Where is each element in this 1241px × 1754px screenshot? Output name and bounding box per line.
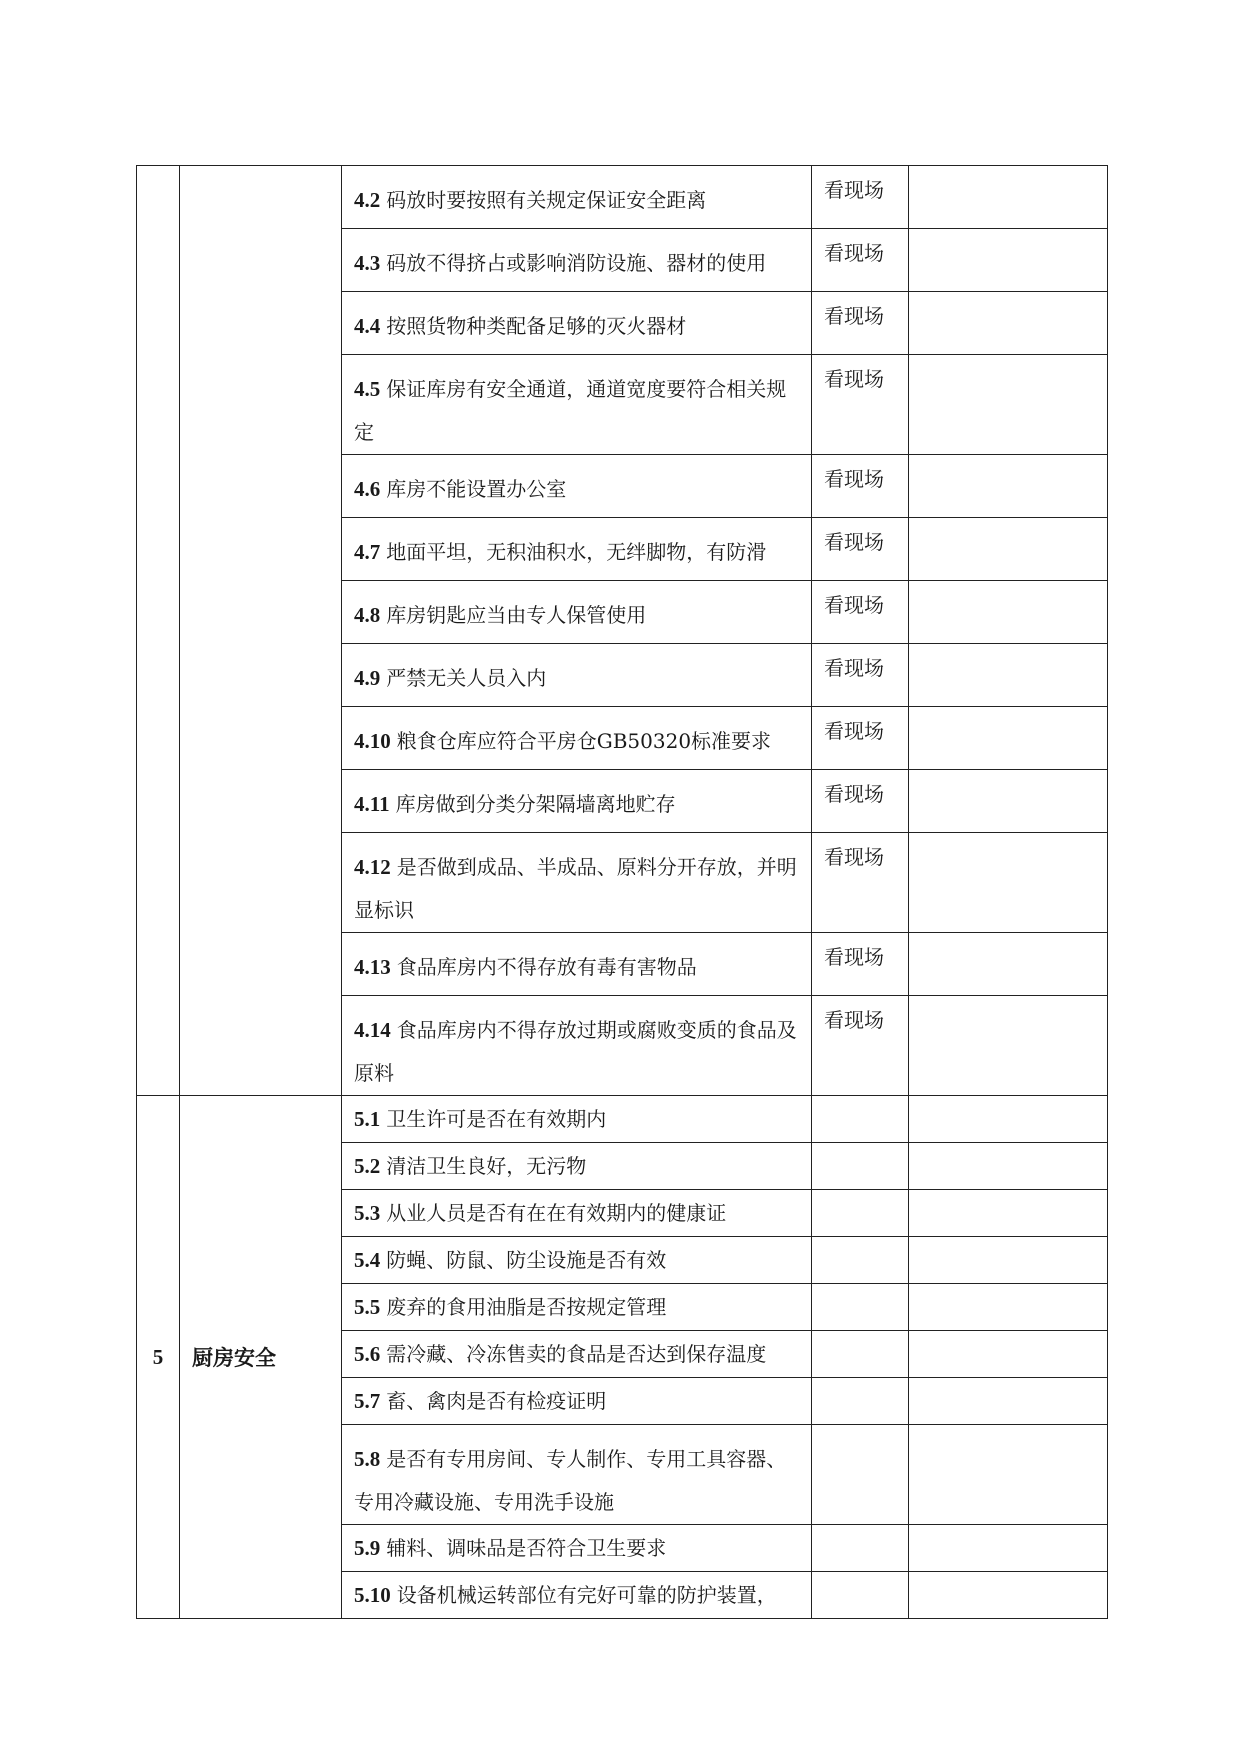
item-code: 5.1 (354, 1107, 381, 1131)
item-text: 设备机械运转部位有完好可靠的防护装置， (396, 1583, 777, 1607)
remarks-cell (909, 292, 1108, 355)
check-method-cell: 看现场 (812, 229, 909, 292)
table-row (137, 1096, 1108, 1143)
item-text: 粮食仓库应符合平房仓GB50320标准要求 (396, 729, 772, 753)
check-method-cell: 看现场 (812, 355, 909, 455)
item-code: 4.10 (354, 729, 391, 753)
item-cell (342, 933, 812, 996)
item-code: 5.5 (354, 1295, 381, 1319)
item-text: 食品库房内不得存放有毒有害物品 (396, 955, 697, 979)
check-method-cell: 看现场 (812, 292, 909, 355)
item-cell (342, 1284, 812, 1331)
remarks-cell (909, 770, 1108, 833)
item-code: 5.2 (354, 1154, 381, 1178)
item-text: 库房钥匙应当由专人保管使用 (386, 603, 647, 627)
item-cell (342, 1572, 812, 1619)
remarks-cell (909, 996, 1108, 1096)
item-text: 畜、禽肉是否有检疫证明 (386, 1389, 607, 1413)
check-method-cell: 看现场 (812, 644, 909, 707)
item-cell (342, 1237, 812, 1284)
table-row (137, 166, 1108, 229)
remarks-cell (909, 1525, 1108, 1572)
check-method-cell: 看现场 (812, 933, 909, 996)
item-cell (342, 707, 812, 770)
check-method-cell (812, 1425, 909, 1525)
remarks-cell (909, 707, 1108, 770)
item-code: 5.6 (354, 1342, 381, 1366)
item-code: 4.9 (354, 666, 381, 690)
item-code: 4.2 (354, 188, 381, 212)
item-text: 从业人员是否有在在有效期内的健康证 (386, 1201, 727, 1225)
item-cell (342, 1378, 812, 1425)
item-cell (342, 229, 812, 292)
check-method-cell: 看现场 (812, 455, 909, 518)
check-method-cell: 看现场 (812, 996, 909, 1096)
item-cell (342, 1190, 812, 1237)
item-cell (342, 292, 812, 355)
item-cell (342, 1525, 812, 1572)
remarks-cell (909, 644, 1108, 707)
remarks-cell (909, 166, 1108, 229)
item-text: 需冷藏、冷冻售卖的食品是否达到保存温度 (386, 1342, 767, 1366)
check-method-cell: 看现场 (812, 707, 909, 770)
item-cell (342, 833, 812, 933)
check-method-cell (812, 1190, 909, 1237)
item-text: 地面平坦，无积油积水，无绊脚物，有防滑 (386, 540, 767, 564)
item-cell (342, 770, 812, 833)
check-method-cell: 看现场 (812, 518, 909, 581)
check-method-cell (812, 1237, 909, 1284)
check-method-cell (812, 1331, 909, 1378)
item-cell (342, 166, 812, 229)
item-text: 清洁卫生良好，无污物 (386, 1154, 587, 1178)
section-number-cell (137, 166, 180, 1096)
remarks-cell (909, 581, 1108, 644)
remarks-cell (909, 455, 1108, 518)
item-code: 5.7 (354, 1389, 381, 1413)
inspection-table-body (137, 166, 1108, 1619)
check-method-cell (812, 1143, 909, 1190)
item-cell (342, 1096, 812, 1143)
remarks-cell (909, 1425, 1108, 1525)
item-cell (342, 1143, 812, 1190)
remarks-cell (909, 1143, 1108, 1190)
item-cell (342, 355, 812, 455)
check-method-cell (812, 1096, 909, 1143)
item-code: 5.3 (354, 1201, 381, 1225)
category-cell (180, 166, 342, 1096)
item-text: 库房不能设置办公室 (386, 477, 567, 501)
item-code: 5.4 (354, 1248, 381, 1272)
section-number-cell: 5 (137, 1096, 180, 1619)
remarks-cell (909, 1331, 1108, 1378)
item-cell (342, 1331, 812, 1378)
item-code: 5.9 (354, 1536, 381, 1560)
item-code: 4.4 (354, 314, 381, 338)
item-cell (342, 644, 812, 707)
item-text: 按照货物种类配备足够的灭火器材 (386, 314, 687, 338)
remarks-cell (909, 833, 1108, 933)
remarks-cell (909, 1378, 1108, 1425)
item-code: 4.11 (354, 792, 390, 816)
remarks-cell (909, 1237, 1108, 1284)
item-code: 4.3 (354, 251, 381, 275)
item-code: 4.12 (354, 855, 391, 879)
item-text: 库房做到分类分架隔墙离地贮存 (395, 792, 676, 816)
item-text: 保证库房有安全通道，通道宽度要符合相关规定 (354, 377, 787, 444)
remarks-cell (909, 518, 1108, 581)
item-text: 辅料、调味品是否符合卫生要求 (386, 1536, 667, 1560)
remarks-cell (909, 933, 1108, 996)
check-method-cell (812, 1572, 909, 1619)
category-cell: 厨房安全 (180, 1096, 342, 1619)
check-method-cell: 看现场 (812, 833, 909, 933)
check-method-cell (812, 1525, 909, 1572)
item-text: 是否做到成品、半成品、原料分开存放，并明显标识 (354, 855, 797, 922)
remarks-cell (909, 1284, 1108, 1331)
check-method-cell (812, 1284, 909, 1331)
item-text: 废弃的食用油脂是否按规定管理 (386, 1295, 667, 1319)
check-method-cell: 看现场 (812, 581, 909, 644)
item-cell (342, 1425, 812, 1525)
item-text: 食品库房内不得存放过期或腐败变质的食品及原料 (354, 1018, 797, 1085)
item-code: 4.8 (354, 603, 381, 627)
item-cell (342, 581, 812, 644)
item-code: 4.5 (354, 377, 381, 401)
item-cell (342, 455, 812, 518)
item-text: 码放时要按照有关规定保证安全距离 (386, 188, 707, 212)
remarks-cell (909, 1572, 1108, 1619)
item-text: 卫生许可是否在有效期内 (386, 1107, 607, 1131)
inspection-table (136, 165, 1108, 1619)
remarks-cell (909, 1096, 1108, 1143)
item-cell (342, 518, 812, 581)
check-method-cell: 看现场 (812, 770, 909, 833)
item-code: 5.8 (354, 1447, 381, 1471)
item-code: 4.14 (354, 1018, 391, 1042)
remarks-cell (909, 355, 1108, 455)
check-method-cell: 看现场 (812, 166, 909, 229)
item-text: 是否有专用房间、专人制作、专用工具容器、专用冷藏设施、专用洗手设施 (354, 1447, 787, 1514)
item-code: 4.13 (354, 955, 391, 979)
item-text: 码放不得挤占或影响消防设施、器材的使用 (386, 251, 767, 275)
item-code: 4.7 (354, 540, 381, 564)
item-text: 严禁无关人员入内 (386, 666, 547, 690)
item-code: 5.10 (354, 1583, 391, 1607)
check-method-cell (812, 1378, 909, 1425)
remarks-cell (909, 229, 1108, 292)
item-cell (342, 996, 812, 1096)
item-text: 防蝇、防鼠、防尘设施是否有效 (386, 1248, 667, 1272)
remarks-cell (909, 1190, 1108, 1237)
item-code: 4.6 (354, 477, 381, 501)
